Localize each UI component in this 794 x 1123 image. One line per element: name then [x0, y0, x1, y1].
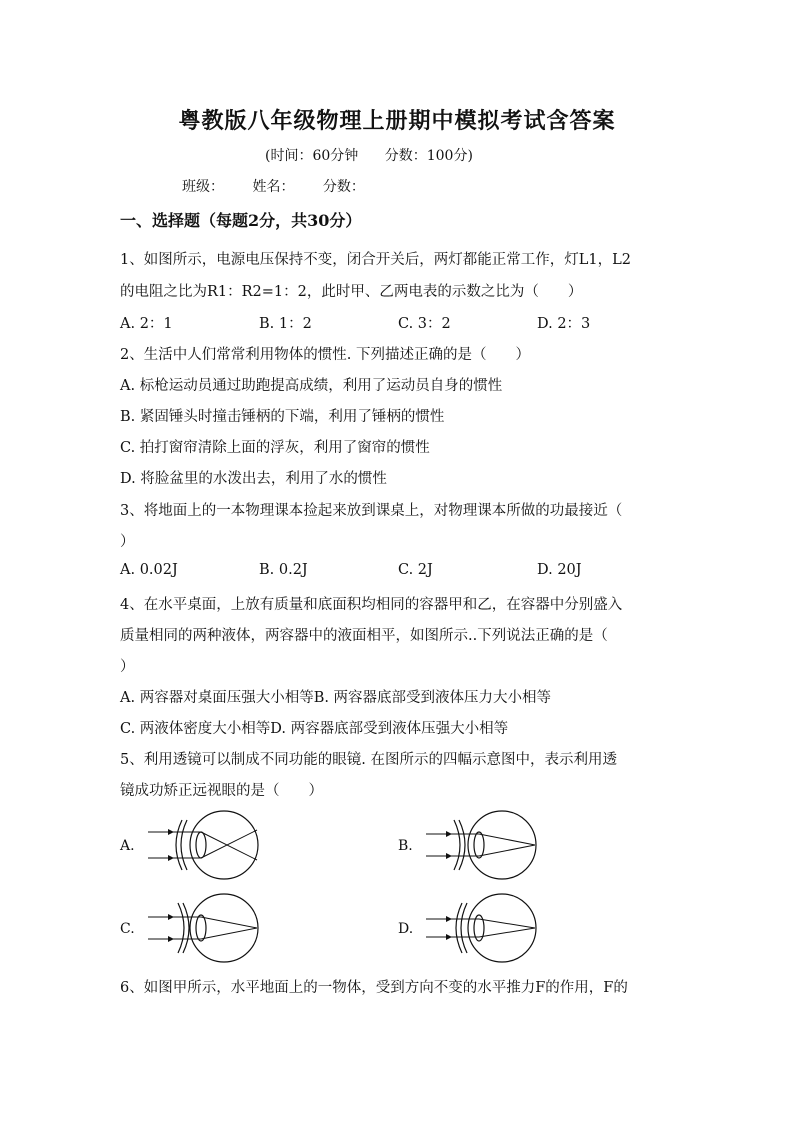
q3-option-b: B. 0.2J [259, 562, 308, 578]
q4-options-cd: C. 两液体密度大小相等D. 两容器底部受到液体压强大小相等 [120, 721, 509, 737]
q5-stem-line2: 镜成功矫正远视眼的是（ ） [120, 783, 323, 799]
q1-option-d: D. 2：3 [537, 316, 591, 332]
score-info: 分数：100分) [384, 148, 473, 164]
q1-options [120, 312, 680, 333]
q5-label-c: C. [120, 921, 135, 937]
q4-stem-line1: 4、在水平桌面，上放有质量和底面积均相同的容器甲和乙，在容器中分别盛入 [120, 597, 623, 613]
q1-stem-line1: 1、如图所示，电源电压保持不变，闭合开关后，两灯都能正常工作，灯L1，L2 [120, 252, 631, 268]
q5-eye-diagram-a [146, 808, 266, 882]
q6-stem-line1: 6、如图甲所示，水平地面上的一物体，受到方向不变的水平推力F的作用，F的 [120, 980, 628, 996]
q5-eye-diagram-d [424, 891, 544, 965]
q1-option-b: B. 1：2 [259, 316, 312, 332]
q2-option-b: B. 紧固锤头时撞击锤柄的下端，利用了锤柄的惯性 [120, 409, 445, 425]
exam-info [265, 145, 495, 165]
points-label: 分数： [322, 179, 365, 195]
q4-stem-line2: 质量相同的两种液体，两容器中的液面相平，如图所示..下列说法正确的是（ [120, 628, 608, 644]
q2-stem: 2、生活中人们常常利用物体的惯性. 下列描述正确的是（ ） [120, 347, 530, 363]
q1-option-c: C. 3：2 [398, 316, 451, 332]
q5-label-d: D. [398, 921, 414, 937]
q4-options-ab: A. 两容器对桌面压强大小相等B. 两容器底部受到液体压力大小相等 [120, 690, 552, 706]
q4-stem-line3: ） [120, 659, 135, 675]
q5-label-b: B. [398, 838, 413, 854]
q5-stem-line1: 5、利用透镜可以制成不同功能的眼镜. 在图所示的四幅示意图中，表示利用透 [120, 752, 617, 768]
q3-stem-line2: ） [120, 534, 135, 550]
q1-option-a: A. 2：1 [120, 316, 173, 332]
page-title: 粤教版八年级物理上册期中模拟考试含答案 [178, 108, 616, 134]
q3-option-a: A. 0.02J [120, 562, 178, 578]
name-label: 姓名： [252, 179, 295, 195]
section-heading: 一、选择题（每题2分，共30分） [120, 211, 362, 230]
q1-stem-line2: 的电阻之比为R1：R2=1：2，此时甲、乙两电表的示数之比为（ ） [120, 284, 583, 300]
q3-options [120, 562, 680, 578]
student-info-line [182, 176, 389, 196]
class-label: 班级： [182, 179, 224, 195]
q2-option-d: D. 将脸盆里的水泼出去，利用了水的惯性 [120, 471, 387, 487]
q5-eye-diagram-b [424, 808, 544, 882]
q5-eye-diagram-c [146, 891, 266, 965]
q2-option-c: C. 拍打窗帘清除上面的浮灰，利用了窗帘的惯性 [120, 440, 430, 456]
q3-option-c: C. 2J [398, 562, 433, 578]
time-info: (时间：60分钟 [265, 148, 359, 164]
q3-stem-line1: 3、将地面上的一本物理课本捡起来放到课桌上，对物理课本所做的功最接近（ [120, 503, 623, 519]
q5-label-a: A. [120, 838, 135, 854]
q2-option-a: A. 标枪运动员通过助跑提高成绩，利用了运动员自身的惯性 [120, 378, 503, 394]
q3-option-d: D. 20J [537, 562, 582, 578]
